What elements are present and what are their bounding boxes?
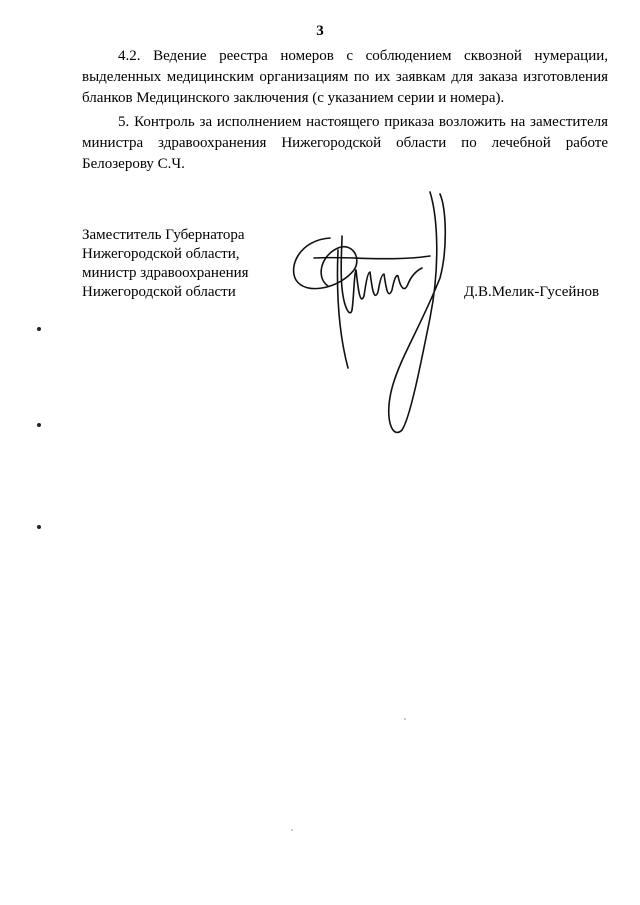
- scan-mark: [37, 525, 41, 529]
- signatory-title-line-4: Нижегородской области: [82, 284, 236, 300]
- signatory-title-line-2: Нижегородской области,: [82, 246, 240, 262]
- page-number: 3: [316, 23, 324, 39]
- paragraph-5: 5. Контроль за исполнением настоящего приказа возложить на заместителя министра здравоохранения Нижегородской области по лечебной работе Белозерову С.Ч.: [82, 114, 608, 172]
- signer-name: Д.В.Мелик-Гусейнов: [464, 284, 600, 300]
- paragraph-4-2: 4.2. Ведение реестра номеров с соблюдением сквозной нумерации, выделенных медицинским организациям по их заявкам для заказа изготовления бланков Медицинского заключения (с указанием серии и номера).: [82, 48, 608, 106]
- signature-loop-stroke: [294, 238, 357, 289]
- scan-dust: [404, 718, 406, 720]
- scan-dust: [291, 829, 293, 831]
- signatory-title: [82, 226, 249, 302]
- scan-mark: [37, 327, 41, 331]
- signatory-title-line-3: министр здравоохранения: [82, 265, 249, 281]
- signature-tall-stroke: [389, 192, 446, 432]
- signatory-title-line-1: Заместитель Губернатора: [82, 227, 245, 243]
- handwritten-signature: [280, 178, 470, 438]
- signature-underline-stroke: [314, 256, 430, 259]
- signature-main-stroke: [341, 236, 422, 313]
- scan-mark: [37, 423, 41, 427]
